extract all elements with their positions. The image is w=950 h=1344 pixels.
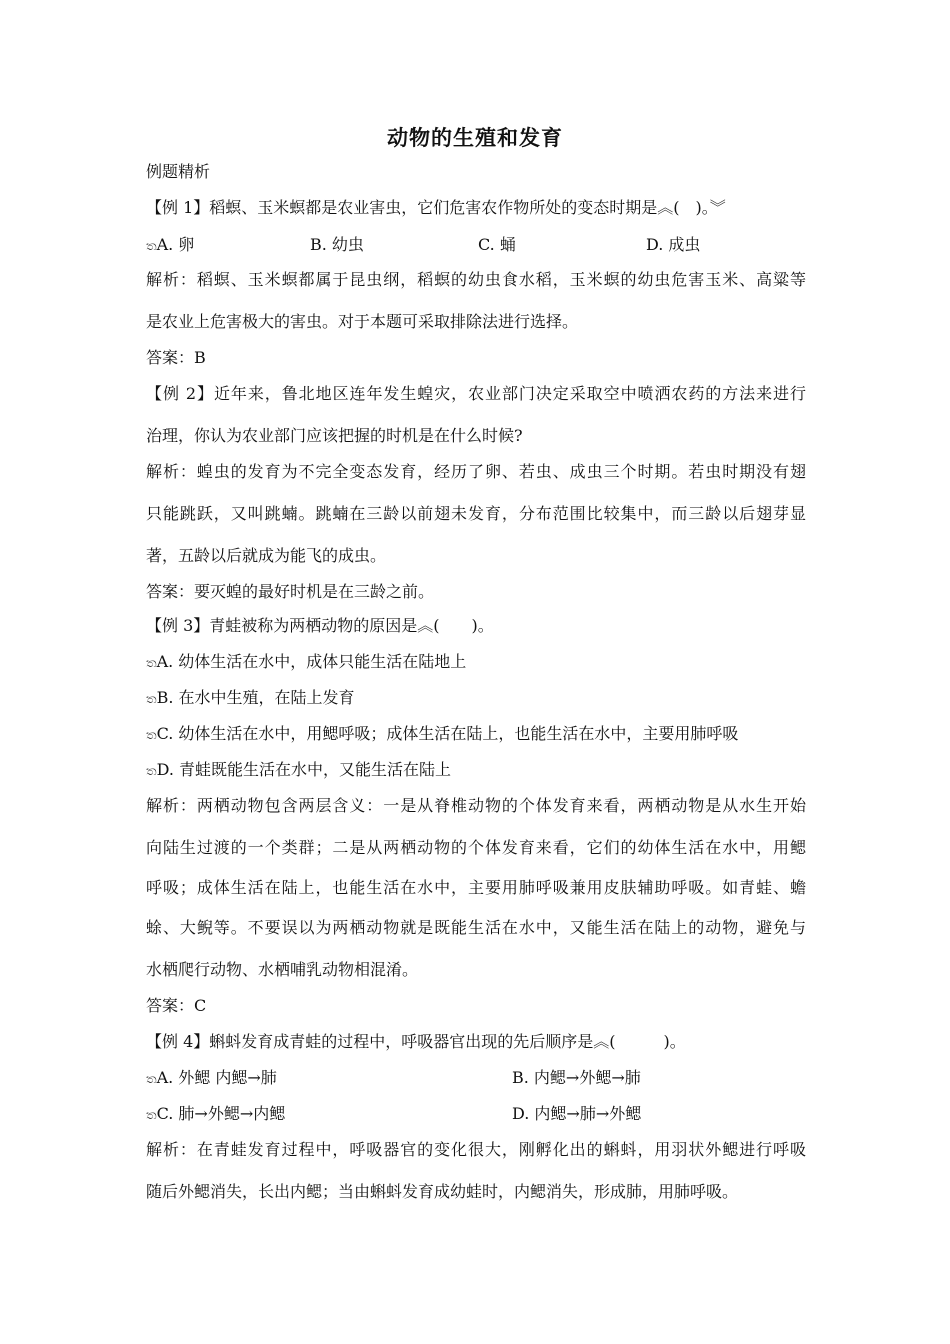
example-2-analysis-line: 著，五龄以后就成为能飞的成虫。 — [146, 546, 387, 565]
option-marker-icon: ත — [146, 1072, 157, 1087]
option-marker-icon: ත — [146, 656, 157, 671]
example-1-question: 【例 1】稻螟、玉米螟都是农业害虫，它们危害农作物所处的变态时期是︽( )。︾ — [146, 198, 726, 217]
example-4-question: 【例 4】蝌蚪发育成青蛙的过程中，呼吸器官出现的先后顺序是︽( )。 — [146, 1032, 686, 1051]
option-marker-icon: ත — [146, 728, 157, 743]
example-1-answer: 答案：B — [146, 348, 206, 367]
option-marker-icon: ත — [146, 239, 157, 254]
option-marker-icon: ත — [146, 1108, 157, 1123]
example-4-option-a: තA. 外鳃 内鳃→肺 — [146, 1068, 277, 1087]
example-2-analysis-line: 解析：蝗虫的发育为不完全变态发育，经历了卵、若虫、成虫三个时期。若虫时期没有翅 — [146, 462, 806, 481]
example-3-question: 【例 3】青蛙被称为两栖动物的原因是︽( )。 — [146, 616, 494, 635]
example-1-option-a: තA. 卵 — [146, 235, 195, 254]
example-4-analysis-line: 解析：在青蛙发育过程中，呼吸器官的变化很大，刚孵化出的蝌蚪，用羽状外鳃进行呼吸 — [146, 1140, 806, 1159]
option-marker-icon: ත — [146, 764, 157, 779]
example-3-analysis-line: 向陆生过渡的一个类群；二是从两栖动物的个体发育来看，它们的幼体生活在水中，用鳃 — [146, 838, 806, 857]
section-heading: 例题精析 — [146, 162, 211, 181]
example-1-analysis-line: 是农业上危害极大的害虫。对于本题可采取排除法进行选择。 — [146, 312, 579, 331]
example-2-answer: 答案：要灭蝗的最好时机是在三龄之前。 — [146, 582, 435, 601]
example-4-option-d: D. 内鳃→肺→外鳃 — [512, 1104, 642, 1123]
example-4-option-b: B. 内鳃→外鳃→肺 — [512, 1068, 641, 1087]
example-3-analysis-line: 呼吸；成体生活在陆上，也能生活在水中，主要用肺呼吸兼用皮肤辅助呼吸。如青蛙、蟾 — [146, 878, 806, 897]
example-3-analysis-line: 水栖爬行动物、水栖哺乳动物相混淆。 — [146, 960, 419, 979]
example-3-analysis-line: 解析：两栖动物包含两层含义：一是从脊椎动物的个体发育来看，两栖动物是从水生开始 — [146, 796, 806, 815]
example-3-option-c: තC. 幼体生活在水中，用鳃呼吸；成体生活在陆上，也能生活在水中，主要用肺呼吸 — [146, 724, 739, 743]
example-4-option-c: තC. 肺→外鳃→内鳃 — [146, 1104, 286, 1123]
option-marker-icon: ත — [146, 692, 157, 707]
example-3-option-d: තD. 青蛙既能生活在水中，又能生活在陆上 — [146, 760, 451, 779]
example-2-question-line: 治理，你认为农业部门应该把握的时机是在什么时候? — [146, 426, 523, 445]
example-3-option-a: තA. 幼体生活在水中，成体只能生活在陆地上 — [146, 652, 467, 671]
example-1-option-b: B. 幼虫 — [310, 235, 364, 254]
example-1-option-c: C. 蛹 — [478, 235, 516, 254]
example-3-option-b: තB. 在水中生殖，在陆上发育 — [146, 688, 355, 707]
example-3-answer: 答案：C — [146, 996, 207, 1015]
example-1-analysis-line: 解析：稻螟、玉米螟都属于昆虫纲，稻螟的幼虫食水稻，玉米螟的幼虫危害玉米、高粱等 — [146, 270, 806, 289]
example-2-question-line: 【例 2】近年来，鲁北地区连年发生蝗灾，农业部门决定采取空中喷洒农药的方法来进行 — [146, 384, 806, 403]
example-4-analysis-line: 随后外鳃消失，长出内鳃；当由蝌蚪发育成幼蛙时，内鳃消失，形成肺，用肺呼吸。 — [146, 1182, 739, 1201]
example-2-analysis-line: 只能跳跃，又叫跳蝻。跳蝻在三龄以前翅未发育，分布范围比较集中，而三龄以后翅芽显 — [146, 504, 806, 523]
example-3-analysis-line: 蜍、大鲵等。不要误以为两栖动物就是既能生活在水中，又能生活在陆上的动物，避免与 — [146, 918, 806, 937]
page-title: 动物的生殖和发育 — [387, 126, 563, 150]
example-1-option-d: D. 成虫 — [646, 235, 701, 254]
